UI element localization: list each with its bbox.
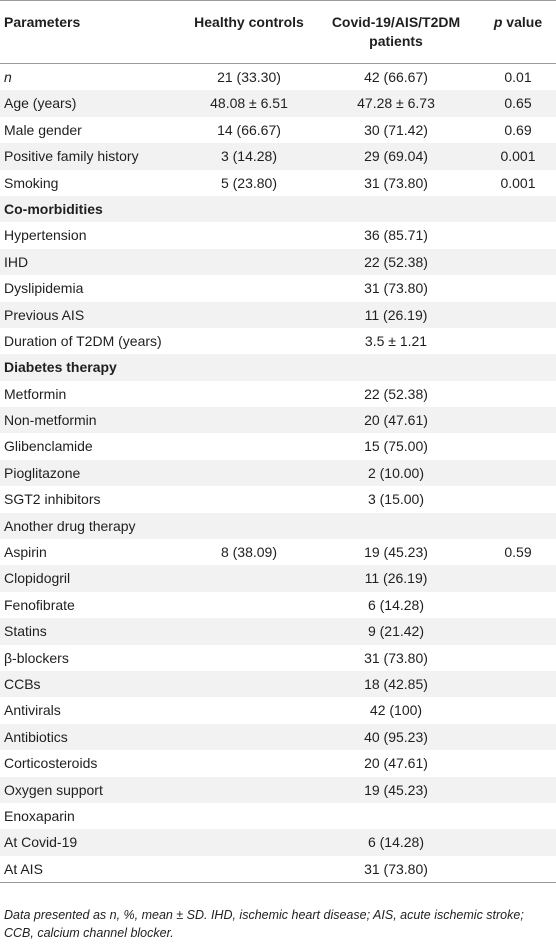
covid-patients-cell: 11 (26.19) <box>364 570 428 587</box>
p-value-cell: 0.01 <box>504 69 532 85</box>
header-parameters: Parameters <box>4 14 81 30</box>
row-label: Antibiotics <box>4 728 68 745</box>
covid-patients-cell: 31 (73.80) <box>364 280 428 297</box>
header-healthy-controls: Healthy controls <box>194 14 304 30</box>
row-label: Duration of T2DM (years) <box>4 332 162 349</box>
row-label: At AIS <box>4 860 43 877</box>
table-row <box>0 592 556 618</box>
covid-patients-cell: 19 (45.23) <box>364 544 428 561</box>
covid-patients-cell: 20 (47.61) <box>364 755 428 772</box>
table-row <box>0 407 556 433</box>
healthy-controls-cell: 14 (66.67) <box>217 121 281 138</box>
table-row <box>0 275 556 301</box>
table-row <box>0 117 556 143</box>
table-row <box>0 143 556 169</box>
row-label: Antivirals <box>4 702 61 719</box>
covid-patients-cell: 31 (73.80) <box>364 649 428 666</box>
covid-patients-cell: 47.28 ± 6.73 <box>357 95 435 112</box>
row-label: Statins <box>4 623 47 640</box>
p-value-cell: 0.001 <box>500 148 536 165</box>
row-label: Enoxaparin <box>4 807 75 824</box>
table-row <box>0 803 556 829</box>
p-value-cell: 0.001 <box>500 174 536 191</box>
covid-patients-cell: 22 (52.38) <box>364 253 428 270</box>
row-label: Positive family history <box>4 148 139 165</box>
covid-patients-cell: 42 (66.67) <box>364 69 428 85</box>
table-header <box>0 0 556 64</box>
table-row <box>0 671 556 697</box>
row-label: CCBs <box>4 675 41 692</box>
row-label: Corticosteroids <box>4 755 98 772</box>
covid-patients-cell: 19 (45.23) <box>364 781 428 798</box>
table-row <box>0 170 556 196</box>
row-label: Dyslipidemia <box>4 280 84 297</box>
table-row <box>0 618 556 644</box>
healthy-controls-cell: 21 (33.30) <box>217 69 281 85</box>
table-row <box>0 856 556 882</box>
table-row <box>0 354 556 380</box>
row-label: Co-morbidities <box>4 200 103 217</box>
table-row <box>0 381 556 407</box>
row-label: n <box>4 69 12 85</box>
table-row <box>0 697 556 723</box>
covid-patients-cell: 22 (52.38) <box>364 385 428 402</box>
row-label: Fenofibrate <box>4 596 75 613</box>
p-value-cell: 0.65 <box>504 95 532 112</box>
table-row <box>0 724 556 750</box>
table-row <box>0 750 556 776</box>
p-value-cell: 0.59 <box>504 544 532 561</box>
covid-patients-cell: 36 (85.71) <box>364 227 428 244</box>
row-label: Metformin <box>4 385 67 402</box>
covid-patients-cell: 6 (14.28) <box>367 834 425 851</box>
table-row <box>0 222 556 248</box>
table-row <box>0 90 556 116</box>
covid-patients-cell: 11 (26.19) <box>364 306 428 323</box>
row-label: Glibenclamide <box>4 438 93 455</box>
row-label: Clopidogril <box>4 570 71 587</box>
covid-patients-cell: 30 (71.42) <box>364 121 428 138</box>
table-row <box>0 513 556 539</box>
table-row <box>0 539 556 565</box>
row-label: SGT2 inhibitors <box>4 491 101 508</box>
covid-patients-cell: 3 (15.00) <box>367 491 425 508</box>
table-row <box>0 328 556 354</box>
row-label: Previous AIS <box>4 306 85 323</box>
row-label: IHD <box>4 253 29 270</box>
row-label: At Covid-19 <box>4 834 78 851</box>
p-value-cell: 0.69 <box>504 121 532 138</box>
healthy-controls-cell: 8 (38.09) <box>220 544 278 561</box>
covid-patients-cell: 31 (73.80) <box>364 860 428 877</box>
table-bottom-rule <box>0 882 556 883</box>
row-label: Oxygen support <box>4 781 103 798</box>
covid-patients-cell: 29 (69.04) <box>364 148 428 165</box>
table-row <box>0 645 556 671</box>
table-row <box>0 64 556 90</box>
covid-patients-cell: 9 (21.42) <box>367 623 425 640</box>
table-row <box>0 460 556 486</box>
covid-patients-cell: 3.5 ± 1.21 <box>364 332 428 349</box>
table-row <box>0 433 556 459</box>
table-row <box>0 486 556 512</box>
table-row <box>0 565 556 591</box>
row-label: Pioglitazone <box>4 464 81 481</box>
covid-patients-cell: 40 (95.23) <box>364 728 428 745</box>
header-p-letter: p <box>493 14 503 30</box>
covid-patients-cell: 15 (75.00) <box>364 438 428 455</box>
covid-patients-cell: 2 (10.00) <box>367 464 425 481</box>
covid-patients-cell: 31 (73.80) <box>364 174 428 191</box>
header-p-value <box>482 13 554 32</box>
covid-patients-cell: 42 (100) <box>369 702 423 719</box>
row-label: β-blockers <box>4 649 69 666</box>
header-value-word: value <box>502 14 543 30</box>
table-body <box>0 64 556 882</box>
table-row <box>0 196 556 222</box>
table-footnote: Data presented as n, %, mean ± SD. IHD, ischemic heart disease; AIS, acute ischemic stroke; CCB, calcium channel blocker. <box>4 908 524 940</box>
table-row <box>0 777 556 803</box>
row-label: Another drug therapy <box>4 517 136 534</box>
row-label: Smoking <box>4 174 59 191</box>
covid-patients-cell: 18 (42.85) <box>364 675 428 692</box>
row-label: Diabetes therapy <box>4 359 117 376</box>
row-label: Male gender <box>4 121 82 138</box>
covid-patients-cell: 20 (47.61) <box>364 412 428 429</box>
healthy-controls-cell: 5 (23.80) <box>220 174 278 191</box>
header-covid-patients: Covid-19/AIS/T2DM patients <box>331 14 461 49</box>
covid-patients-cell: 6 (14.28) <box>367 596 425 613</box>
table-row <box>0 829 556 855</box>
table-row <box>0 249 556 275</box>
row-label: Age (years) <box>4 95 77 112</box>
row-label: Hypertension <box>4 227 87 244</box>
row-label: Non-metformin <box>4 412 97 429</box>
table-row <box>0 302 556 328</box>
healthy-controls-cell: 48.08 ± 6.51 <box>210 95 288 112</box>
row-label: Aspirin <box>4 544 47 561</box>
healthy-controls-cell: 3 (14.28) <box>220 148 278 165</box>
